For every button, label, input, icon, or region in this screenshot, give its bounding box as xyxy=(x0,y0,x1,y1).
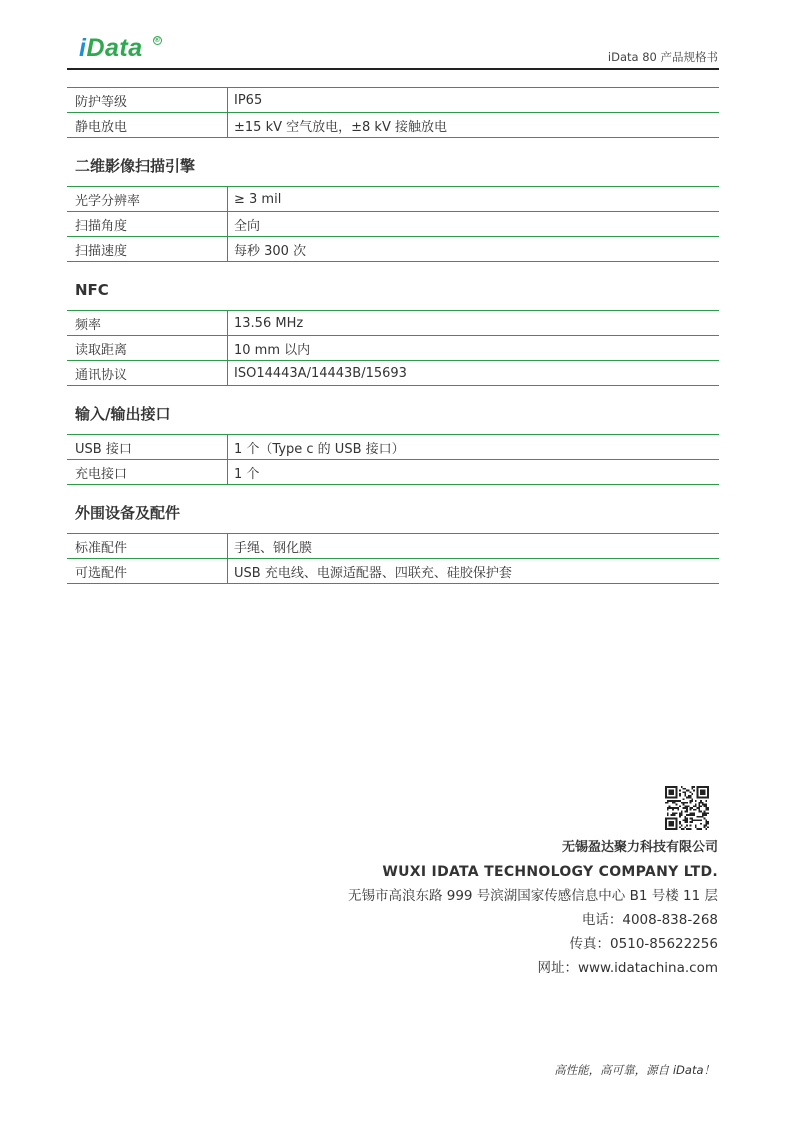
spec-value: ≥ 3 mil xyxy=(228,187,720,212)
spec-value: USB 充电线、电源适配器、四联充、硅胶保护套 xyxy=(228,559,720,584)
spec-value: 1 个 xyxy=(228,460,720,485)
spec-table xyxy=(67,434,719,485)
company-name-cn: 无锡盈达聚力科技有限公司 xyxy=(561,840,718,855)
section-title: 外围设备及配件 xyxy=(75,504,181,522)
table-row xyxy=(67,88,719,113)
spec-value: IP65 xyxy=(228,88,720,113)
spec-table xyxy=(67,87,719,138)
spec-key: 充电接口 xyxy=(67,460,228,485)
company-name-en: WUXI IDATA TECHNOLOGY COMPANY LTD. xyxy=(382,864,718,880)
table-row xyxy=(67,559,719,584)
spec-key: 防护等级 xyxy=(67,88,228,113)
logo-i: i xyxy=(79,34,87,62)
spec-key: 静电放电 xyxy=(67,113,228,138)
spec-value: ISO14443A/14443B/15693 xyxy=(228,361,720,386)
logo-data: Data xyxy=(86,34,143,62)
spec-key: 频率 xyxy=(67,311,228,336)
table-row xyxy=(67,187,719,212)
table-row xyxy=(67,311,719,336)
table-row xyxy=(67,361,719,386)
table-row xyxy=(67,212,719,237)
spec-table xyxy=(67,533,719,584)
spec-key: 可选配件 xyxy=(67,559,228,584)
table-row xyxy=(67,336,719,361)
idata-logo xyxy=(79,33,161,63)
spec-sections xyxy=(67,87,719,584)
spec-table xyxy=(67,310,719,386)
spec-key: 扫描速度 xyxy=(67,237,228,262)
section-title: 二维影像扫描引擎 xyxy=(75,157,196,175)
table-row xyxy=(67,237,719,262)
header-rule xyxy=(67,68,719,70)
company-fax: 传真：0510-85622256 xyxy=(569,936,718,952)
table-row xyxy=(67,534,719,559)
document-title: iData 80 产品规格书 xyxy=(607,50,718,64)
company-website[interactable]: 网址：www.idatachina.com xyxy=(537,960,718,976)
company-footer xyxy=(348,836,718,980)
spec-key: 通讯协议 xyxy=(67,361,228,386)
section-title: NFC xyxy=(75,281,109,299)
company-phone: 电话：4008-838-268 xyxy=(581,912,718,928)
slogan: 高性能，高可靠，源自 iData！ xyxy=(554,1063,715,1077)
table-row xyxy=(67,113,719,138)
spec-key: 读取距离 xyxy=(67,336,228,361)
spec-key: 光学分辨率 xyxy=(67,187,228,212)
spec-value: 13.56 MHz xyxy=(228,311,720,336)
table-row xyxy=(67,460,719,485)
registered-mark-icon: ® xyxy=(154,37,161,44)
qr-code-icon xyxy=(665,786,709,830)
spec-key: 扫描角度 xyxy=(67,212,228,237)
spec-key: 标准配件 xyxy=(67,534,228,559)
section-title: 输入/输出接口 xyxy=(75,405,171,423)
company-address: 无锡市高浪东路 999 号滨湖国家传感信息中心 B1 号楼 11 层 xyxy=(347,888,718,904)
spec-value: 手绳、钢化膜 xyxy=(228,534,720,559)
spec-value: 1 个（Type c 的 USB 接口） xyxy=(228,435,720,460)
spec-value: 10 mm 以内 xyxy=(228,336,720,361)
spec-value: 每秒 300 次 xyxy=(228,237,720,262)
spec-table xyxy=(67,186,719,262)
spec-value: 全向 xyxy=(228,212,720,237)
spec-value: ±15 kV 空气放电，±8 kV 接触放电 xyxy=(228,113,720,138)
table-row xyxy=(67,435,719,460)
spec-key: USB 接口 xyxy=(67,435,228,460)
